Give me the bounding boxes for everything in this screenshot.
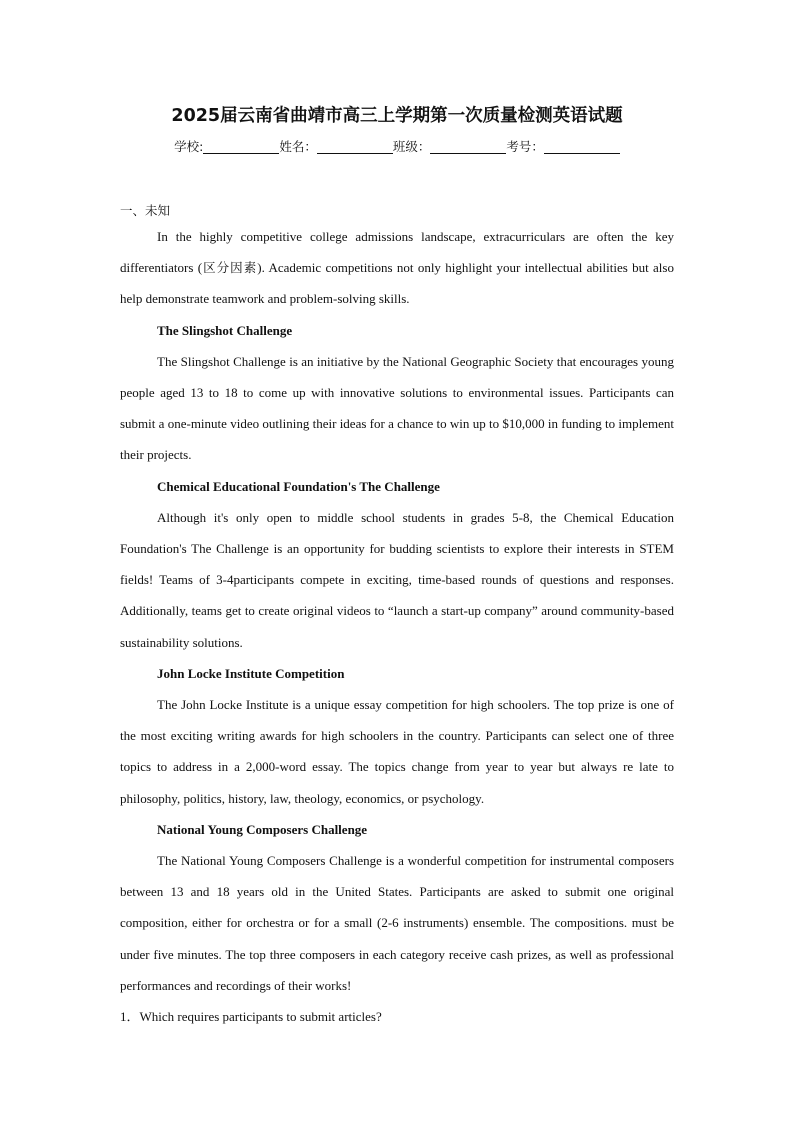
intro-text-2: ). Academic competitions not only highlight your intellectual abilities but also help demonstrate teamwork and problem-solving skills. xyxy=(120,260,674,307)
competition-heading-john-locke: John Locke Institute Competition xyxy=(157,665,345,681)
school-field[interactable] xyxy=(203,139,279,154)
competition-paragraph-composers: The National Young Composers Challenge is a wonderful competition for instrumental composers between 13 and 18 years old in the United States. Participants are asked to submit one original composition, either for orchestra or for a small (2-6 instruments) ensemble. The compositions. must be under five minutes. The top three composers in each category receive cash prizes, as well as professional performances and recordings of their works! xyxy=(120,853,674,993)
intro-text-1: In the highly competitive college admissions landscape, extracurriculars are often the key differentiators ( xyxy=(120,229,674,276)
name-field[interactable] xyxy=(317,139,393,154)
question-1: 1．Which requires participants to submit articles? xyxy=(120,1009,382,1025)
intro-paragraph xyxy=(120,221,674,315)
competition-heading-chemical: Chemical Educational Foundation's The Challenge xyxy=(157,478,440,494)
number-label: 考号： xyxy=(506,139,544,154)
competition-paragraph-chemical: Although it's only open to middle school students in grades 5-8, the Chemical Education Foundation's The Challenge is an opportunity for budding scientists to explore their interests in STEM fields! Teams of 3-4participants compete in exciting, time-based rounds of questions and responses. Additionally, teams get to create original videos to “launch a start-up company” around community-based sustainability solutions. xyxy=(120,509,674,650)
competition-paragraph-john-locke: The John Locke Institute is a unique essay competition for high schoolers. The top prize is one of the most exciting writing awards for high schoolers in the country. Participants can select one of three topics to address in a 2,000-word essay. The topics change from year to year but always re late to philosophy, politics, history, law, theology, economics, or psychology. xyxy=(120,697,674,806)
name-label: 姓名： xyxy=(279,139,317,154)
student-info-line xyxy=(0,137,794,157)
class-label: 班级： xyxy=(392,139,431,154)
passage-body xyxy=(120,221,674,1032)
section-heading: 一、未知 xyxy=(120,203,171,218)
page-title: 2025届云南省曲靖市高三上学期第一次质量检测英语试题 xyxy=(171,106,623,126)
school-label: 学校: xyxy=(174,139,204,154)
class-field[interactable] xyxy=(430,139,506,154)
intro-cjk-gloss: 区分因素 xyxy=(202,260,258,276)
competition-heading-composers: National Young Composers Challenge xyxy=(157,821,368,837)
number-field[interactable] xyxy=(544,139,620,154)
competition-paragraph-slingshot: The Slingshot Challenge is an initiative by the National Geographic Society that encourages young people aged 13 to 18 to come up with innovative solutions to environmental issues. Participants can submit a one-minute video outlining their ideas for a chance to win up to $10,000 in funding to implement their projects. xyxy=(120,353,674,463)
competition-heading-slingshot: The Slingshot Challenge xyxy=(157,322,293,338)
